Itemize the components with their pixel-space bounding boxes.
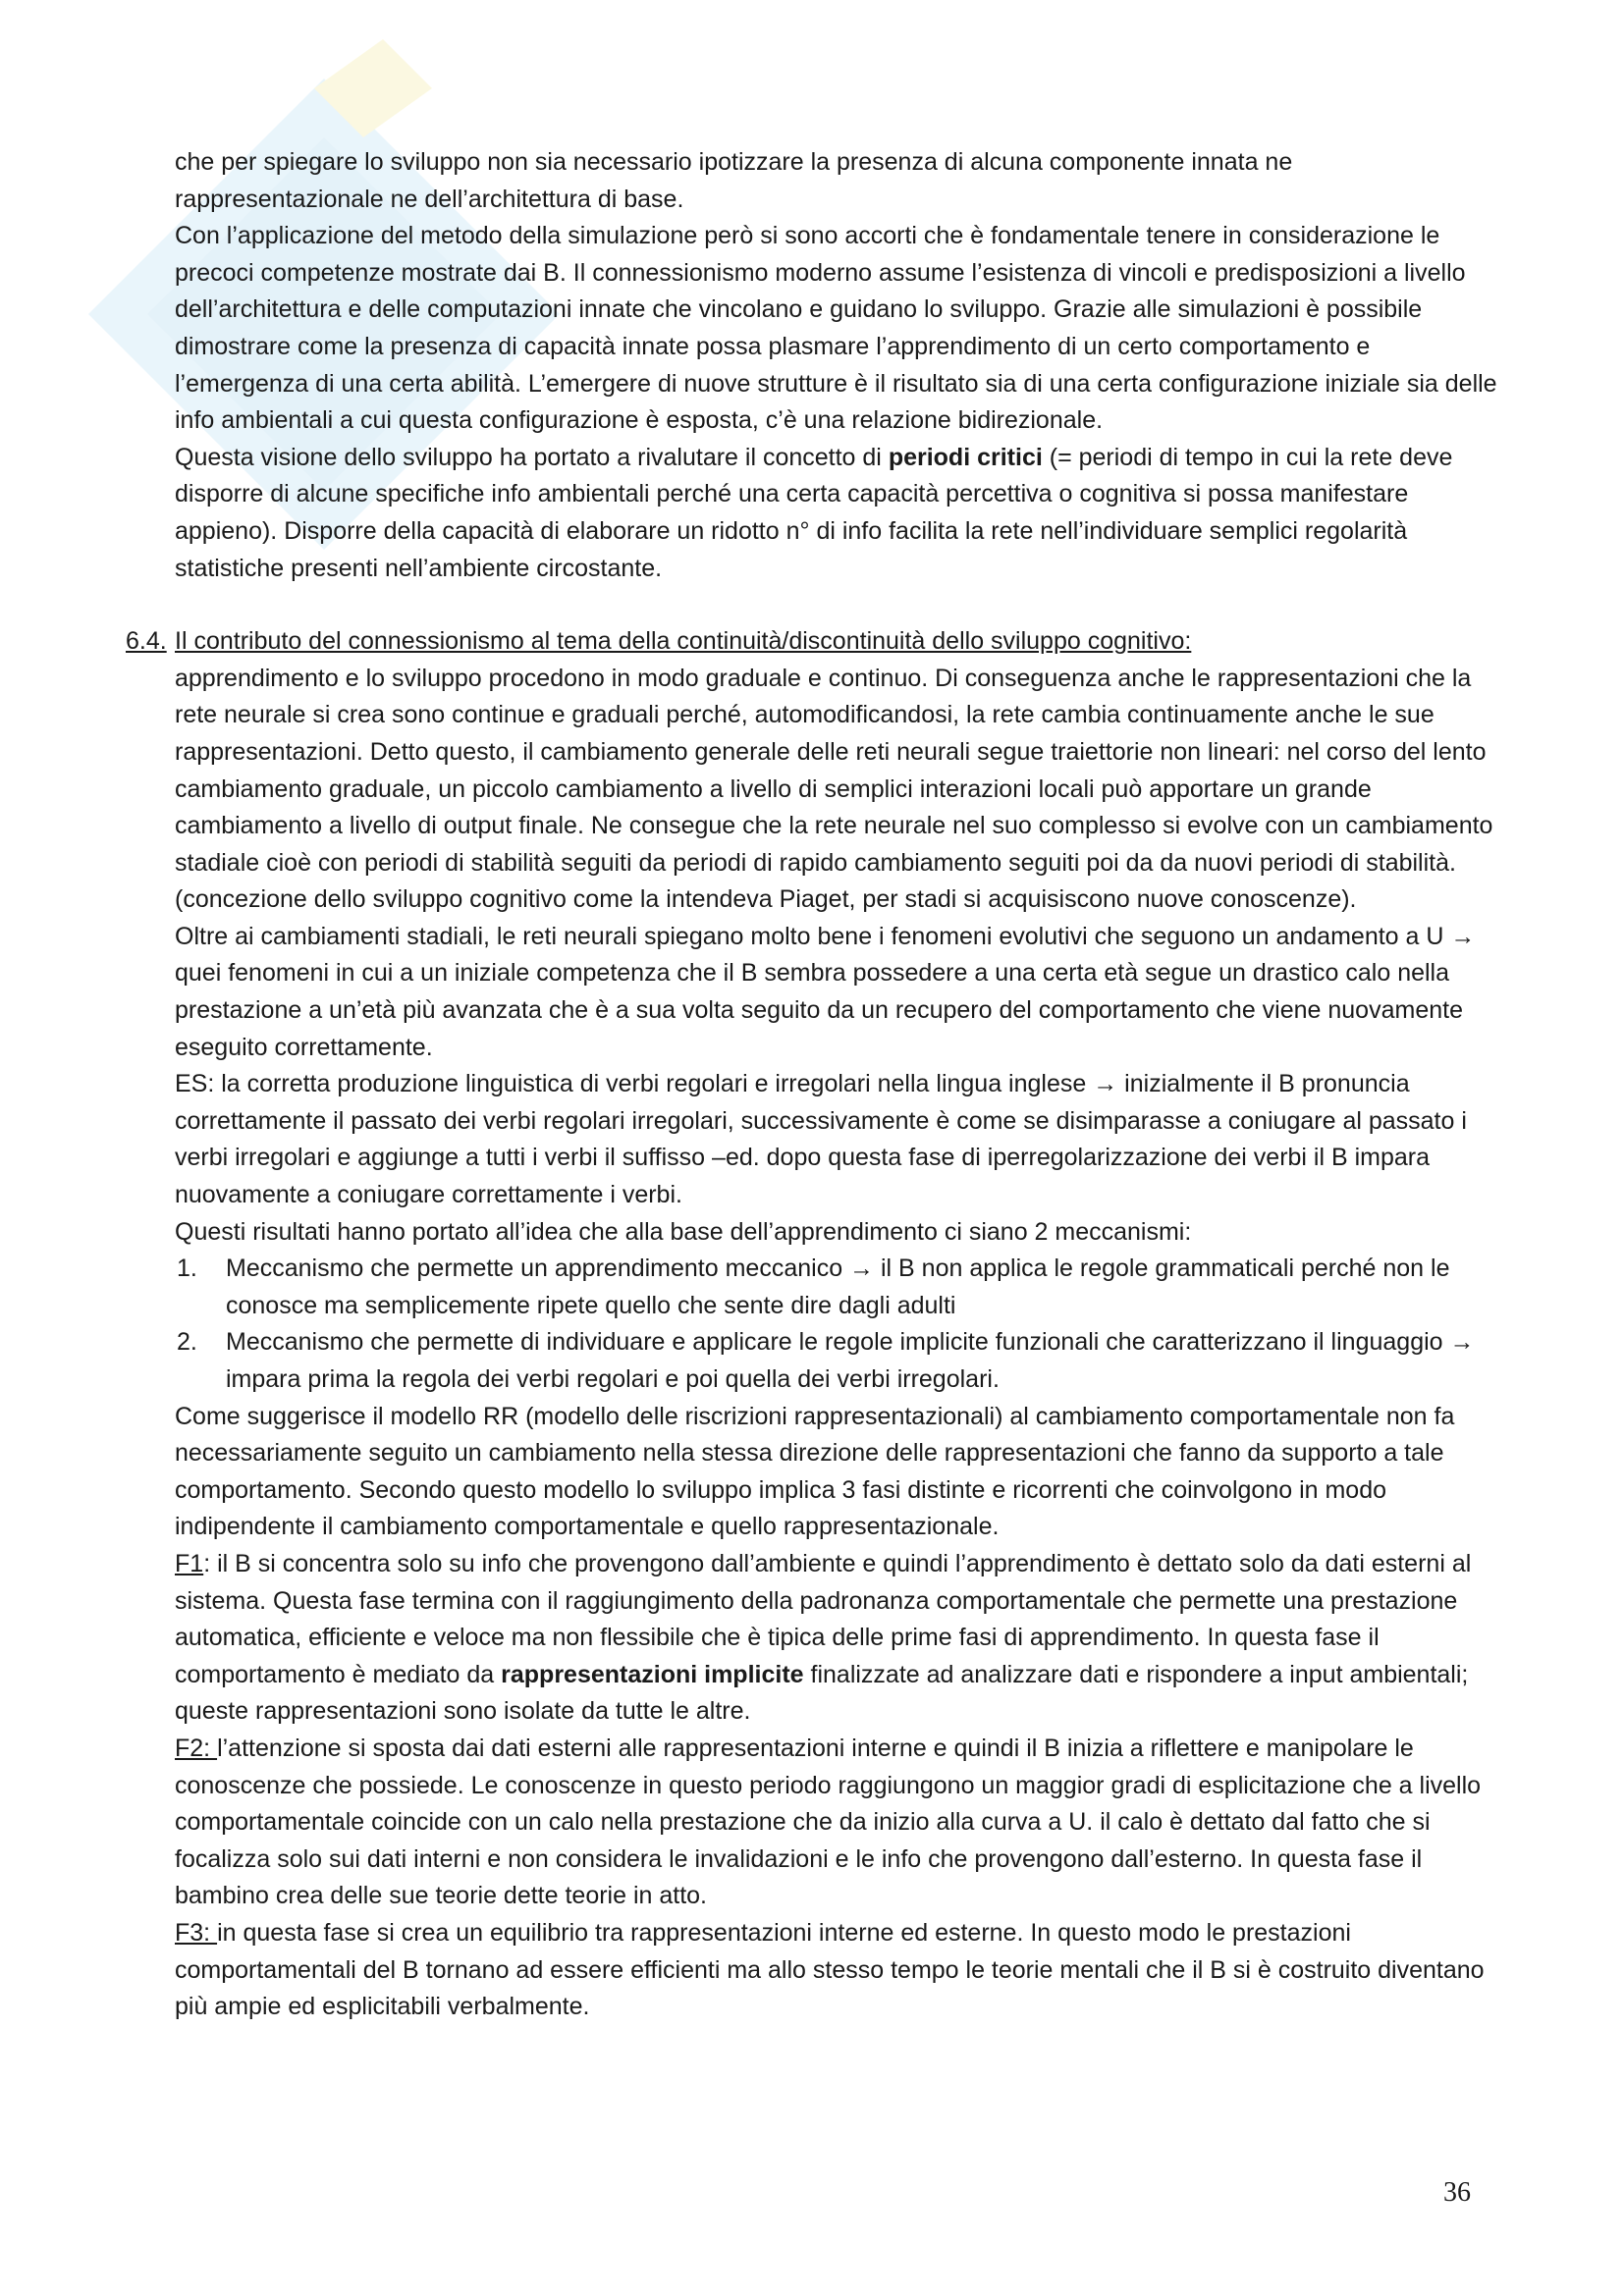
page-number: 36 <box>1443 2177 1471 2208</box>
list-item <box>175 1251 1500 1324</box>
paragraph-critical-periods: Questa visione dello sviluppo ha portato a rivalutare il concetto di periodi critici (= periodi di tempo in cui la rete deve disporre di alcune specifiche info ambientali perché una certa capacità percettiva o cognitiva si possa manifestare appieno). Disporre della capacità di elaborare un ridotto n° di info facilita la rete nell’individuare semplici regolarità statistiche presenti nell’ambiente circostante. <box>175 443 1453 582</box>
paragraph: Con l’applicazione del metodo della simulazione però si sono accorti che è fondamentale tenere in considerazione le precoci competenze mostrate dai B. Il connessionismo moderno assume l’esistenza di vincoli e predisposizioni a livello dell’architettura e delle computazioni innate che vincolano e guidano lo sviluppo. Grazie alle simulazioni è possibile dimostrare come la presenza di capacità innate possa plasmare l’apprendimento di un certo comportamento e l’emergenza di una certa abilità. L’emergere di nuove strutture è il risultato sia di una certa configurazione iniziale sia delle info ambientali a cui questa configurazione è esposta, c’è una relazione bidirezionale. <box>175 222 1497 435</box>
list-text: Meccanismo che permette di individuare e applicare le regole implicite funzionali che caratterizzano il linguaggio → impara prima la regola dei verbi regolari e poi quella dei verbi irregolari. <box>226 1328 1475 1393</box>
phase-label: F1 <box>175 1549 204 1577</box>
phase-label: F2: <box>175 1734 218 1762</box>
paragraph-example: ES: la corretta produzione linguistica di verbi regolari e irregolari nella lingua inglese → inizialmente il B pronuncia correttamente il passato dei verbi regolari irregolari, successivamente è come se disimparasse a coniugare al passato i verbi irregolari e aggiunge a tutti i verbi il suffisso –ed. dopo questa fase di iperregolarizzazione dei verbi il B impara nuovamente a coniugare correttamente i verbi. <box>175 1070 1467 1209</box>
phase-label: F3: <box>175 1918 218 1947</box>
list-text: Meccanismo che permette un apprendimento meccanico → il B non applica le regole grammaticali perché non le conosce ma semplicemente ripete quello che sente dire dagli adulti <box>226 1255 1450 1319</box>
document-body <box>126 144 1500 2026</box>
term-rappresentazioni-implicite: rappresentazioni implicite <box>501 1660 804 1688</box>
paragraph: che per spiegare lo sviluppo non sia necessario ipotizzare la presenza di alcuna componente innata ne rappresentazionale ne dell’architettura di base. <box>175 148 1293 213</box>
phase-f3: F3: in questa fase si crea un equilibrio tra rappresentazioni interne ed esterne. In questo modo le prestazioni comportamentali del B tornano ad essere efficienti ma allo stesso tempo le teorie mentali che il B si è costruito diventano più ampie ed esplicitabili verbalmente. <box>175 1918 1485 2021</box>
paragraph: Oltre ai cambiamenti stadiali, le reti neurali spiegano molto bene i fenomeni evolutivi che seguono un andamento a U → quei fenomeni in cui a un iniziale competenza che il B sembra possedere a una certa età segue un drastico calo nella prestazione a un’età più avanzata che è a sua volta seguito da un recupero del comportamento che viene nuovamente eseguito correttamente. <box>175 922 1476 1061</box>
list-number: 2. <box>177 1328 197 1357</box>
paragraph: Questi risultati hanno portato all’idea che alla base dell’apprendimento ci siano 2 meccanismi: <box>175 1217 1192 1246</box>
section-title: Il contributo del connessionismo al tema della continuità/discontinuità dello sviluppo cognitivo: <box>175 627 1192 656</box>
section-number: 6.4. <box>126 627 167 656</box>
paragraph: apprendimento e lo sviluppo procedono in modo graduale e continuo. Di conseguenza anche le rappresentazioni che la rete neurale si crea sono continue e graduali perché, automodificandosi, la rete cambia continuamente anche le sue rappresentazioni. Detto questo, il cambiamento generale delle reti neurali segue traiettorie non lineari: nel corso del lento cambiamento graduale, un piccolo cambiamento a livello di semplici interazioni locali può apportare un grande cambiamento a livello di output finale. Ne consegue che la rete neurale nel suo complesso si evolve con un cambiamento stadiale cioè con periodi di stabilità seguiti da periodi di rapido cambiamento seguiti poi da da nuovi periodi di stabilità. (concezione dello sviluppo cognitivo come la intendeva Piaget, per stadi si acquisiscono nuove conoscenze). <box>175 664 1493 914</box>
term-periodi-critici: periodi critici <box>888 443 1043 471</box>
list-item <box>175 1324 1500 1398</box>
phase-f1: F1: il B si concentra solo su info che provengono dall’ambiente e quindi l’apprendimento è dettato solo da dati esterni al sistema. Questa fase termina con il raggiungimento della padronanza comportamentale che permette una prestazione automatica, efficiente e veloce ma non flessibile che è tipica delle prime fasi di apprendimento. In questa fase il comportamento è mediato da rappresentazioni implicite finalizzate ad analizzare dati e rispondere a input ambientali; queste rappresentazioni sono isolate da tutte le altre. <box>175 1549 1472 1726</box>
section-heading <box>126 623 1500 661</box>
phase-f2: F2: l’attenzione si sposta dai dati esterni alle rappresentazioni interne e quindi il B inizia a riflettere e manipolare le conoscenze che possiede. Le conoscenze in questo periodo raggiungono un maggior gradi di esplicitazione che a livello comportamentale coincide con un calo nella prestazione che da inizio alla curva a U. il calo è dettato dal fatto che si focalizza solo sui dati interni e non considera le invalidazioni e le info che provengono dall’esterno. In questa fase il bambino crea delle sue teorie dette teorie in atto. <box>175 1734 1482 1910</box>
list-number: 1. <box>177 1255 197 1283</box>
paragraph: Come suggerisce il modello RR (modello delle riscrizioni rappresentazionali) al cambiamento comportamentale non fa necessariamente seguito un cambiamento nella stessa direzione delle rappresentazioni che fanno da supporto a tale comportamento. Secondo questo modello lo sviluppo implica 3 fasi distinte e ricorrenti che coinvolgono in modo indipendente il cambiamento comportamentale e quello rappresentazionale. <box>175 1402 1455 1541</box>
